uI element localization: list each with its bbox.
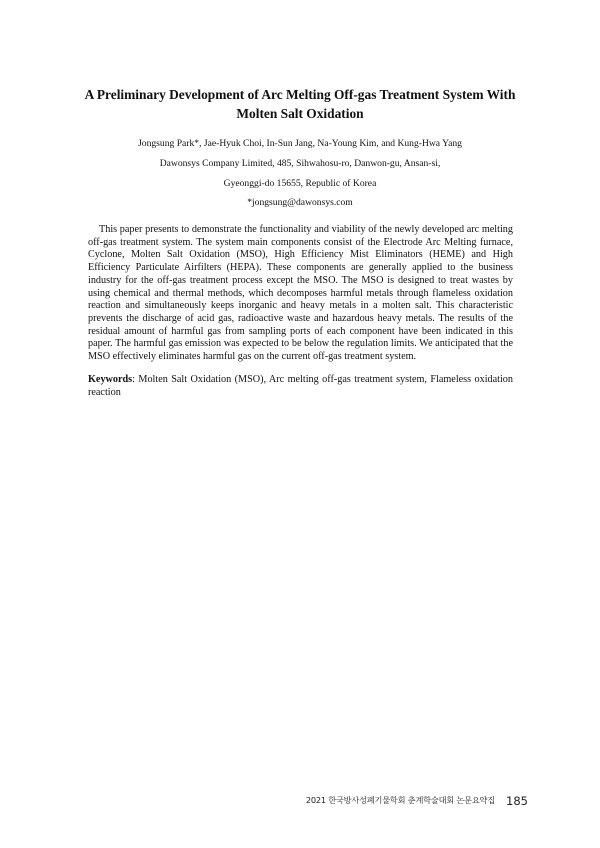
affiliation-line-2: Gyeonggi-do 15655, Republic of Korea — [223, 178, 377, 189]
page-footer — [306, 790, 528, 809]
author-list: Jongsung Park*, Jae-Hyuk Choi, In-Sun Jang, Na-Young Kim, and Kung-Hwa Yang — [138, 138, 462, 149]
paper-title — [60, 85, 540, 123]
page-number: 185 — [506, 793, 528, 808]
title-line-1: A Preliminary Development of Arc Melting Off-gas Treatment System With — [84, 87, 516, 102]
abstract-paragraph: This paper presents to demonstrate the functionality and viability of the newly developed arc melting off-gas treatment system. The system main components consist of the Electrode Arc Melting furnace, Cyclone, Molten Salt Oxidation (MSO), High Efficiency Mist Eliminators (HEME) and High Efficiency Particulate Airfilters (HEPA). These components are generally applied to the business industry for the off-gas treatment process except the MSO. The MSO is designed to treat wastes by using chemical and thermal methods, which decomposes harmful metals through flameless oxidation reaction and simultaneously keeps inorganic and heavy metals in a molten salt. This characteristic prevents the discharge of acid gas, radioactive waste and hazardous heavy metals. The results of the residual amount of harmful gas from sampling ports of each component have been indicated in this paper. The harmful gas emission was expected to be below the regulation limits. We anticipated that the MSO effectively eliminates harmful gas on the current off-gas treatment system. — [88, 224, 513, 363]
keywords-paragraph — [88, 374, 513, 399]
corresponding-email: *jongsung@dawonsys.com — [247, 197, 353, 208]
keywords-text: : Molten Salt Oxidation (MSO), Arc melting off-gas treatment system, Flameless oxidation reaction — [88, 374, 513, 398]
proceedings-name: 2021 한국방사성폐기물학회 춘계학술대회 논문요약집 — [305, 795, 495, 805]
title-line-2: Molten Salt Oxidation — [236, 106, 364, 121]
affiliation-line-1: Dawonsys Company Limited, 485, Sihwahosu-ro, Danwon-gu, Ansan-si, — [159, 158, 441, 169]
keywords-label: Keywords — [88, 374, 133, 385]
